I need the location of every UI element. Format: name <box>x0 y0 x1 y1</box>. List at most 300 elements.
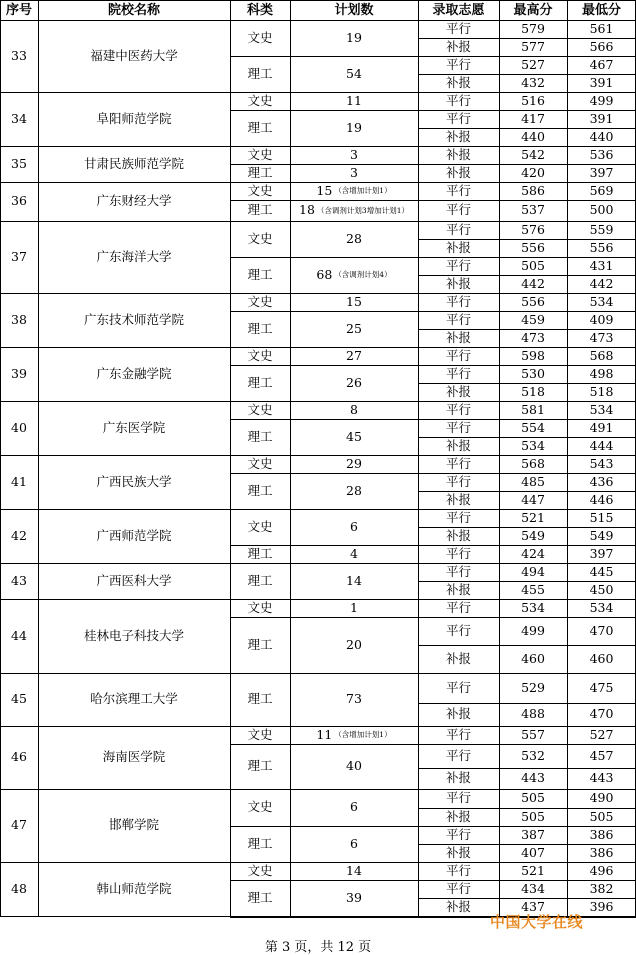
plan-count-cell <box>290 617 418 673</box>
school-name-cell <box>38 347 230 401</box>
school-number-cell <box>0 789 38 862</box>
min-score-cell-text: 396 <box>589 899 614 915</box>
max-score-cell-text: 537 <box>521 202 545 218</box>
subject-type-cell-text: 理工 <box>247 758 273 774</box>
round-cell <box>418 20 499 38</box>
subject-type-cell-text: 文史 <box>247 726 273 742</box>
max-score-cell <box>499 862 567 880</box>
round-cell <box>418 768 499 789</box>
school-name-cell <box>38 862 230 917</box>
max-score-cell-text: 455 <box>521 581 545 597</box>
min-score-cell <box>567 491 636 509</box>
subject-type-cell <box>230 789 290 826</box>
min-score-cell <box>567 164 636 182</box>
round-cell <box>418 419 499 437</box>
school-number-cell-text: 38 <box>11 311 27 327</box>
round-cell-text: 平行 <box>445 622 471 638</box>
subject-type-cell <box>230 826 290 862</box>
school-number-cell-text: 34 <box>11 110 27 126</box>
min-score-cell <box>567 581 636 599</box>
max-score-cell <box>499 491 567 509</box>
school-name-cell <box>38 146 230 182</box>
max-score-cell <box>499 239 567 257</box>
round-cell-text: 补报 <box>445 491 471 507</box>
plan-count-cell <box>290 164 418 182</box>
min-score-cell-text: 443 <box>589 770 614 786</box>
subject-type-cell <box>230 419 290 455</box>
subject-type-cell-text: 文史 <box>247 455 273 471</box>
plan-count-cell-text: 3 <box>350 164 358 180</box>
subject-type-cell-text: 文史 <box>247 518 273 534</box>
min-score-cell <box>567 200 636 221</box>
plan-count-cell <box>290 826 418 862</box>
header-cell-text: 序号 <box>5 2 32 18</box>
subject-type-cell-text: 理工 <box>247 266 273 282</box>
max-score-cell <box>499 645 567 673</box>
round-cell <box>418 329 499 347</box>
subject-type-cell <box>230 182 290 200</box>
max-score-cell <box>499 826 567 844</box>
max-score-cell <box>499 365 567 383</box>
school-name-cell-text: 广东技术师范学院 <box>83 311 184 327</box>
subject-type-cell <box>230 545 290 563</box>
min-score-cell-text: 431 <box>589 257 614 273</box>
min-score-cell <box>567 599 636 617</box>
min-score-cell-text: 442 <box>589 275 614 291</box>
subject-type-cell <box>230 20 290 56</box>
header-cell-text: 计划数 <box>334 2 374 18</box>
round-cell-text: 平行 <box>445 311 471 327</box>
min-score-cell-text: 556 <box>589 239 614 255</box>
round-cell-text: 平行 <box>445 726 471 742</box>
max-score-cell-text: 530 <box>521 365 545 381</box>
max-score-cell-text: 488 <box>521 706 545 722</box>
school-number-cell <box>0 20 38 92</box>
max-score-cell-text: 505 <box>521 790 545 806</box>
round-cell <box>418 455 499 473</box>
header-cell-text: 院校名称 <box>107 2 160 18</box>
max-score-cell <box>499 617 567 645</box>
subject-type-cell <box>230 455 290 473</box>
min-score-cell-text: 566 <box>589 38 614 54</box>
plan-count-cell-text: 11 <box>346 92 362 108</box>
subject-type-cell-text: 理工 <box>247 636 273 652</box>
plan-count-cell-text: 11 <box>316 726 333 742</box>
round-cell-text: 平行 <box>445 419 471 435</box>
round-cell <box>418 92 499 110</box>
max-score-cell <box>499 509 567 527</box>
max-score-cell <box>499 673 567 703</box>
min-score-cell <box>567 110 636 128</box>
round-cell-text: 补报 <box>445 899 471 915</box>
min-score-cell <box>567 56 636 74</box>
subject-type-cell-text: 文史 <box>247 182 273 198</box>
plan-count-cell-text: 68 <box>316 266 333 282</box>
subject-type-cell <box>230 164 290 182</box>
round-cell <box>418 110 499 128</box>
min-score-cell <box>567 527 636 545</box>
header-cell <box>38 0 230 20</box>
max-score-cell <box>499 808 567 826</box>
min-score-cell <box>567 880 636 898</box>
plan-count-cell <box>290 509 418 545</box>
min-score-cell <box>567 128 636 146</box>
school-name-cell <box>38 401 230 455</box>
min-score-cell <box>567 275 636 293</box>
round-cell <box>418 437 499 455</box>
plan-count-cell-text: 40 <box>346 758 362 774</box>
plan-count-cell-text: 6 <box>350 835 358 851</box>
min-score-cell <box>567 744 636 768</box>
max-score-cell <box>499 38 567 56</box>
min-score-cell-text: 397 <box>589 164 614 180</box>
max-score-cell <box>499 744 567 768</box>
max-score-cell-text: 554 <box>521 419 545 435</box>
round-cell-text: 补报 <box>445 808 471 824</box>
plan-count-cell-text: 39 <box>346 890 362 906</box>
plan-count-cell <box>290 401 418 419</box>
school-number-cell <box>0 862 38 917</box>
subject-type-cell-text: 理工 <box>247 428 273 444</box>
max-score-cell-text: 542 <box>521 146 545 162</box>
min-score-cell-text: 534 <box>589 599 614 615</box>
plan-count-cell-text: 20 <box>346 636 362 652</box>
min-score-cell <box>567 645 636 673</box>
subject-type-cell-text: 文史 <box>247 146 273 162</box>
subject-type-cell <box>230 862 290 880</box>
header-cell <box>418 0 499 20</box>
max-score-cell-text: 443 <box>521 770 545 786</box>
round-cell <box>418 826 499 844</box>
school-name-cell <box>38 673 230 726</box>
max-score-cell <box>499 419 567 437</box>
plan-count-cell <box>290 599 418 617</box>
min-score-cell-text: 500 <box>589 202 614 218</box>
min-score-cell-text: 470 <box>589 622 614 638</box>
round-cell <box>418 744 499 768</box>
round-cell-text: 平行 <box>445 257 471 273</box>
school-number-cell-text: 46 <box>11 749 27 765</box>
max-score-cell-text: 505 <box>521 808 545 824</box>
min-score-cell <box>567 38 636 56</box>
min-score-cell-text: 499 <box>589 92 614 108</box>
subject-type-cell <box>230 401 290 419</box>
min-score-cell <box>567 545 636 563</box>
plan-count-cell-text: 28 <box>346 230 362 246</box>
plan-count-cell <box>290 56 418 92</box>
max-score-cell-text: 473 <box>521 329 545 345</box>
max-score-cell-text: 534 <box>521 599 545 615</box>
plan-count-cell <box>290 744 418 789</box>
school-number-cell-text: 48 <box>11 881 27 897</box>
round-cell <box>418 38 499 56</box>
subject-type-cell-text: 理工 <box>247 164 273 180</box>
round-cell <box>418 844 499 862</box>
subject-type-cell-text: 理工 <box>247 320 273 336</box>
max-score-cell-text: 529 <box>521 679 545 695</box>
subject-type-cell-text: 理工 <box>247 835 273 851</box>
plan-count-cell-text: 4 <box>350 545 358 561</box>
max-score-cell-text: 499 <box>521 622 545 638</box>
subject-type-cell <box>230 563 290 599</box>
max-score-cell <box>499 401 567 419</box>
school-name-cell <box>38 509 230 563</box>
min-score-cell-text: 457 <box>589 747 614 763</box>
plan-count-cell-text: 14 <box>346 572 362 588</box>
min-score-cell <box>567 146 636 164</box>
max-score-cell-text: 407 <box>521 844 545 860</box>
max-score-cell <box>499 437 567 455</box>
plan-count-cell <box>290 455 418 473</box>
plan-count-cell <box>290 20 418 56</box>
page-footer: 第 3 页，共 12 页 <box>264 940 372 955</box>
plan-count-cell <box>290 311 418 347</box>
plan-count-cell <box>290 182 418 200</box>
max-score-cell <box>499 880 567 898</box>
round-cell <box>418 726 499 744</box>
round-cell <box>418 563 499 581</box>
plan-count-cell <box>290 419 418 455</box>
max-score-cell <box>499 200 567 221</box>
max-score-cell <box>499 545 567 563</box>
max-score-cell-text: 557 <box>521 726 545 742</box>
subject-type-cell-text: 文史 <box>247 599 273 615</box>
min-score-cell-text: 473 <box>589 329 614 345</box>
min-score-cell <box>567 311 636 329</box>
round-cell <box>418 401 499 419</box>
min-score-cell <box>567 703 636 726</box>
plan-count-cell <box>290 365 418 401</box>
min-score-cell <box>567 789 636 808</box>
min-score-cell-text: 475 <box>589 679 614 695</box>
round-cell-text: 补报 <box>445 239 471 255</box>
plan-count-cell-text: 18 <box>299 202 315 218</box>
min-score-cell <box>567 473 636 491</box>
max-score-cell <box>499 726 567 744</box>
min-score-cell-text: 444 <box>589 437 614 453</box>
round-cell-text: 平行 <box>445 545 471 561</box>
min-score-cell-text: 569 <box>589 182 614 198</box>
school-number-cell-text: 39 <box>11 365 27 381</box>
plan-count-cell <box>290 563 418 599</box>
max-score-cell <box>499 527 567 545</box>
round-cell-text: 补报 <box>445 38 471 54</box>
round-cell <box>418 509 499 527</box>
school-number-cell <box>0 673 38 726</box>
max-score-cell <box>499 128 567 146</box>
round-cell-text: 平行 <box>445 182 471 198</box>
subject-type-cell-text: 文史 <box>247 92 273 108</box>
round-cell <box>418 56 499 74</box>
plan-count-cell-text: 45 <box>346 428 362 444</box>
plan-count-cell-text: 27 <box>346 347 362 363</box>
round-cell-text: 补报 <box>445 146 471 162</box>
max-score-cell <box>499 275 567 293</box>
plan-count-cell <box>290 473 418 509</box>
min-score-cell <box>567 509 636 527</box>
min-score-cell-text: 549 <box>589 527 614 543</box>
max-score-cell-text: 420 <box>521 164 545 180</box>
round-cell-text: 补报 <box>445 527 471 543</box>
min-score-cell <box>567 221 636 239</box>
max-score-cell-text: 437 <box>521 899 545 915</box>
min-score-cell-text: 391 <box>589 74 614 90</box>
round-cell-text: 平行 <box>445 110 471 126</box>
max-score-cell <box>499 473 567 491</box>
subject-type-cell-text: 文史 <box>247 799 273 815</box>
round-cell-text: 平行 <box>445 747 471 763</box>
header-cell <box>0 0 38 20</box>
subject-type-cell-text: 理工 <box>247 202 273 218</box>
min-score-cell-text: 515 <box>589 509 614 525</box>
header-cell-text: 科类 <box>246 2 273 18</box>
max-score-cell <box>499 311 567 329</box>
school-number-cell-text: 47 <box>11 817 27 833</box>
round-cell-text: 平行 <box>445 473 471 489</box>
round-cell-text: 补报 <box>445 650 471 666</box>
min-score-cell-text: 409 <box>589 311 614 327</box>
plan-count-cell-text: 14 <box>346 862 362 878</box>
min-score-cell <box>567 826 636 844</box>
plan-count-cell-text: 1 <box>350 599 358 615</box>
max-score-cell-text: 424 <box>521 545 545 561</box>
school-name-cell-text: 哈尔滨理工大学 <box>90 691 178 707</box>
subject-type-cell <box>230 146 290 164</box>
school-name-cell-text: 广东财经大学 <box>96 193 172 209</box>
round-cell-text: 平行 <box>445 509 471 525</box>
school-number-cell-text: 43 <box>11 572 27 588</box>
min-score-cell-text: 467 <box>589 56 614 72</box>
header-cell <box>499 0 567 20</box>
subject-type-cell <box>230 744 290 789</box>
subject-type-cell-text: 理工 <box>247 691 273 707</box>
min-score-cell-text: 496 <box>589 862 614 878</box>
max-score-cell <box>499 74 567 92</box>
max-score-cell-text: 460 <box>521 650 545 666</box>
plan-count-cell-text: 15 <box>346 293 362 309</box>
header-cell-text: 最高分 <box>513 2 553 18</box>
school-number-cell-text: 33 <box>11 47 27 63</box>
max-score-cell <box>499 563 567 581</box>
max-score-cell <box>499 844 567 862</box>
subject-type-cell <box>230 92 290 110</box>
min-score-cell-text: 536 <box>589 146 614 162</box>
round-cell <box>418 862 499 880</box>
min-score-cell-text: 518 <box>589 383 614 399</box>
subject-type-cell <box>230 311 290 347</box>
subject-type-cell-text: 理工 <box>247 119 273 135</box>
max-score-cell-text: 459 <box>521 311 545 327</box>
header-cell <box>230 0 290 20</box>
max-score-cell-text: 532 <box>521 747 545 763</box>
max-score-cell <box>499 293 567 311</box>
min-score-cell <box>567 844 636 862</box>
round-cell-text: 补报 <box>445 383 471 399</box>
round-cell-text: 平行 <box>445 401 471 417</box>
round-cell-text: 补报 <box>445 329 471 345</box>
round-cell <box>418 182 499 200</box>
round-cell <box>418 275 499 293</box>
max-score-cell-text: 447 <box>521 491 545 507</box>
plan-count-cell <box>290 880 418 917</box>
max-score-cell-text: 516 <box>521 92 545 108</box>
school-number-cell <box>0 92 38 146</box>
round-cell <box>418 200 499 221</box>
plan-count-cell-text: 28 <box>346 482 362 498</box>
plan-count-cell-text: 73 <box>346 691 362 707</box>
round-cell <box>418 293 499 311</box>
min-score-cell-text: 460 <box>589 650 614 666</box>
round-cell <box>418 491 499 509</box>
school-number-cell <box>0 221 38 293</box>
round-cell-text: 平行 <box>445 880 471 896</box>
max-score-cell-text: 417 <box>521 110 545 126</box>
max-score-cell <box>499 383 567 401</box>
subject-type-cell-text: 文史 <box>247 230 273 246</box>
school-name-cell-text: 广东金融学院 <box>96 365 172 381</box>
school-number-cell <box>0 146 38 182</box>
max-score-cell-text: 581 <box>521 401 545 417</box>
plan-count-cell <box>290 146 418 164</box>
header-cell <box>567 0 636 20</box>
school-number-cell-text: 42 <box>11 527 27 543</box>
school-number-cell <box>0 182 38 221</box>
min-score-cell-text: 445 <box>589 563 614 579</box>
round-cell <box>418 311 499 329</box>
subject-type-cell-text: 文史 <box>247 347 273 363</box>
max-score-cell <box>499 20 567 38</box>
max-score-cell-text: 442 <box>521 275 545 291</box>
subject-type-cell <box>230 880 290 917</box>
min-score-cell <box>567 365 636 383</box>
min-score-cell <box>567 617 636 645</box>
round-cell <box>418 347 499 365</box>
max-score-cell-text: 494 <box>521 563 545 579</box>
plan-count-cell-text: 19 <box>346 119 362 135</box>
plan-count-cell <box>290 673 418 726</box>
round-cell <box>418 257 499 275</box>
plan-count-cell <box>290 862 418 880</box>
school-name-cell-text: 广西医科大学 <box>96 572 172 588</box>
min-score-cell <box>567 455 636 473</box>
plan-note: （含调剂计划3增加计划1） <box>316 205 409 215</box>
min-score-cell-text: 391 <box>589 110 614 126</box>
plan-count-cell <box>290 545 418 563</box>
school-name-cell-text: 广西民族大学 <box>96 473 172 489</box>
min-score-cell <box>567 437 636 455</box>
round-cell <box>418 581 499 599</box>
school-name-cell-text: 邯郸学院 <box>108 817 159 833</box>
subject-type-cell <box>230 347 290 365</box>
min-score-cell-text: 527 <box>589 726 614 742</box>
max-score-cell-text: 521 <box>521 862 545 878</box>
min-score-cell <box>567 92 636 110</box>
school-name-cell-text: 阜阳师范学院 <box>96 110 172 126</box>
min-score-cell-text: 534 <box>589 401 614 417</box>
max-score-cell-text: 505 <box>521 257 545 273</box>
round-cell <box>418 527 499 545</box>
max-score-cell <box>499 221 567 239</box>
round-cell <box>418 880 499 898</box>
min-score-cell-text: 490 <box>589 790 614 806</box>
school-number-cell-text: 44 <box>11 627 27 643</box>
subject-type-cell <box>230 110 290 146</box>
min-score-cell <box>567 726 636 744</box>
school-name-cell-text: 韩山师范学院 <box>96 881 172 897</box>
max-score-cell-text: 432 <box>521 74 545 90</box>
subject-type-cell <box>230 365 290 401</box>
round-cell <box>418 599 499 617</box>
